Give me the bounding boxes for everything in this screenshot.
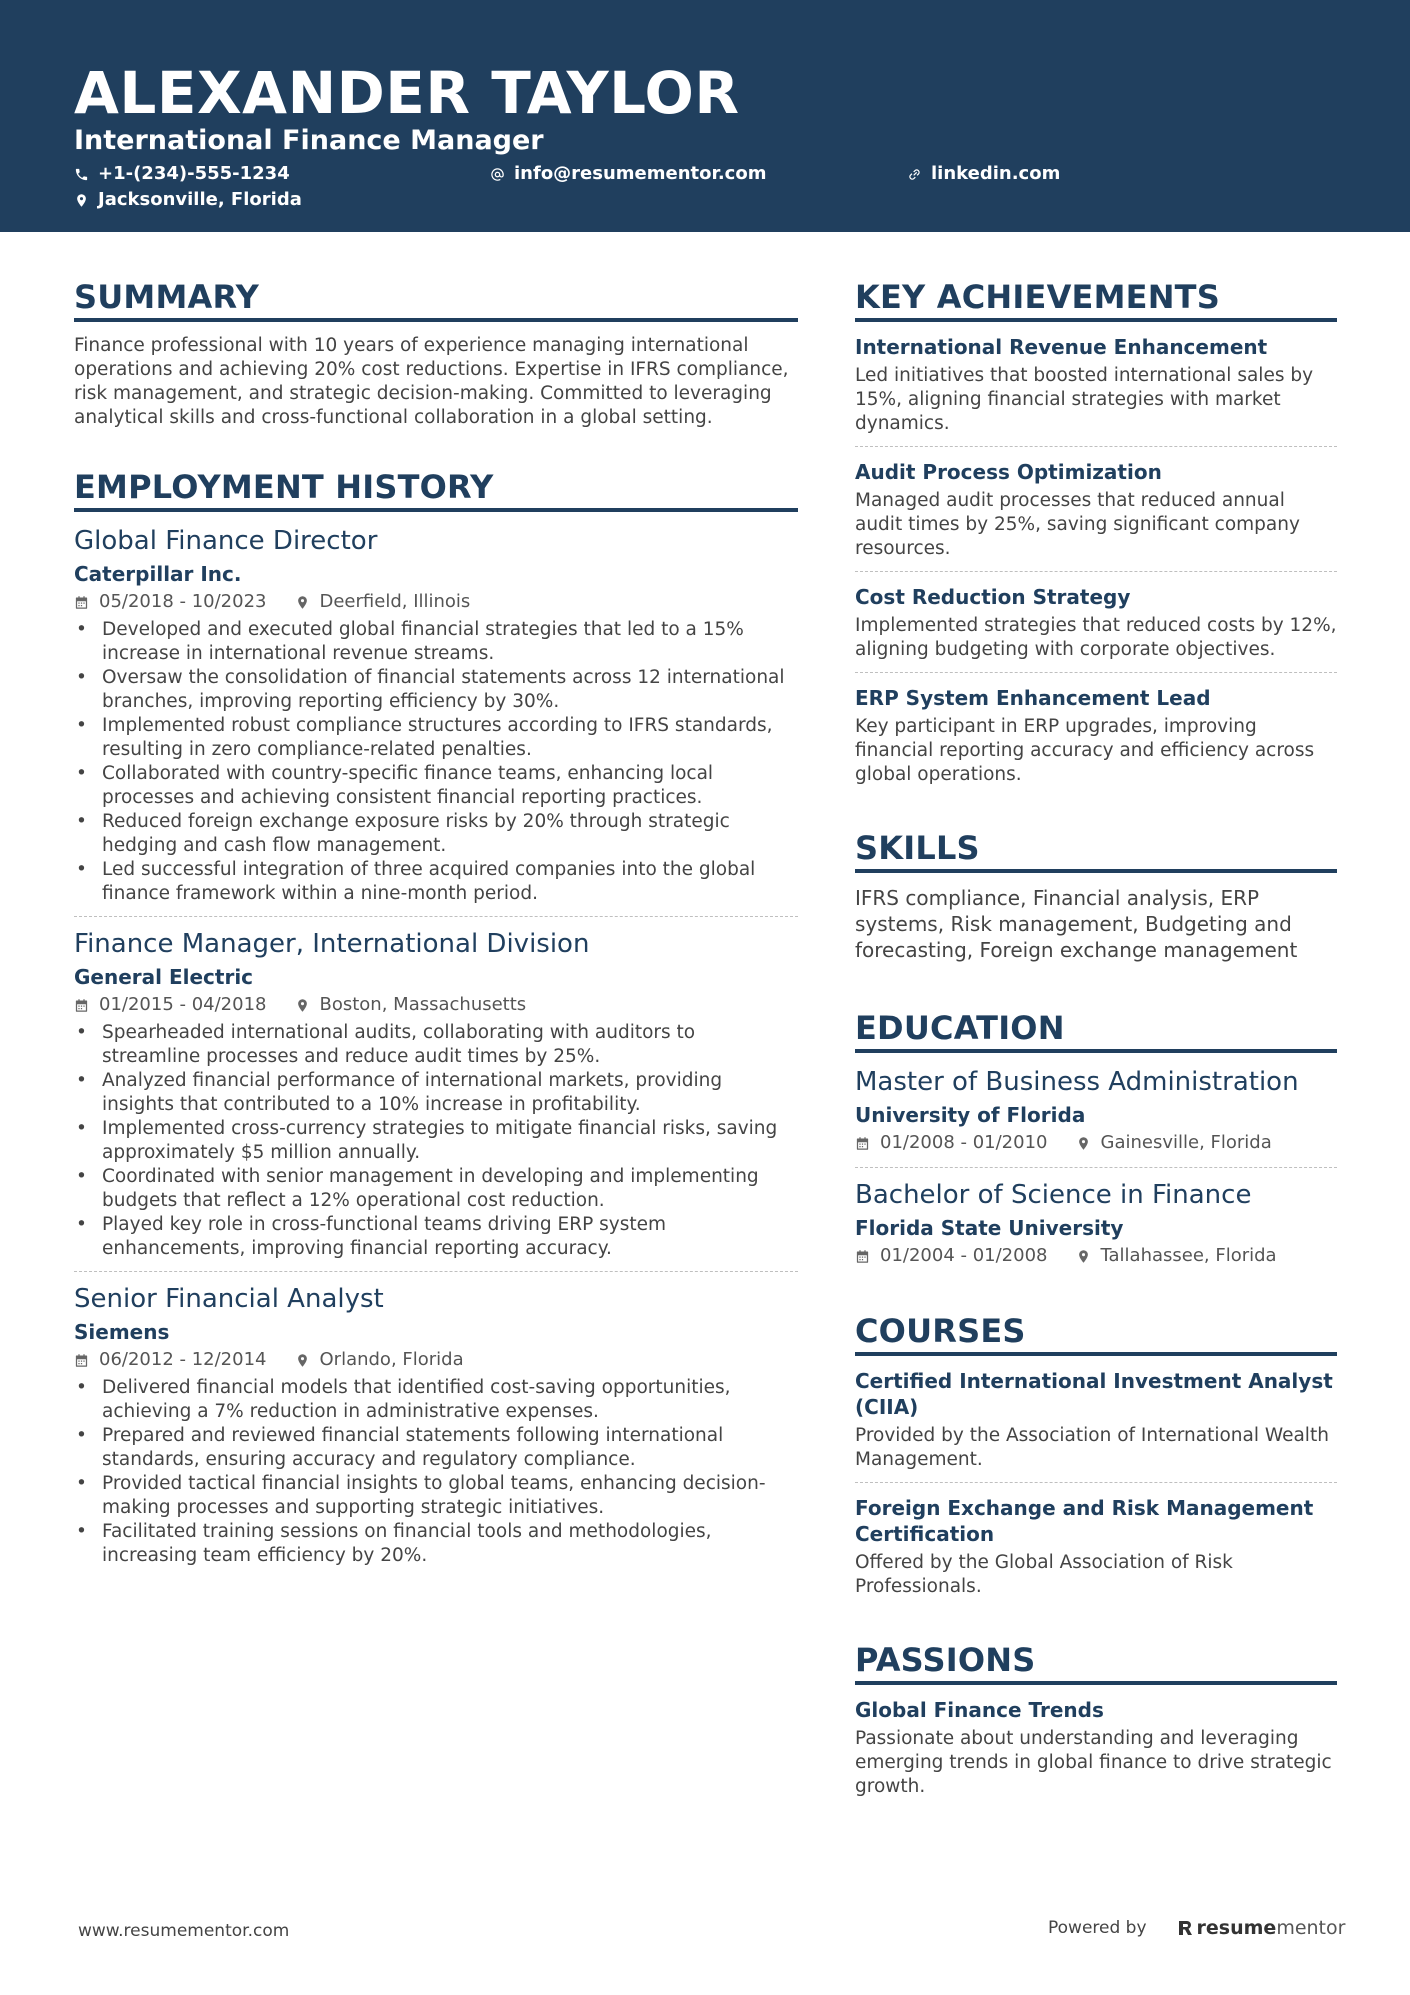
map-pin-icon <box>1076 1136 1091 1151</box>
achievement-desc: Implemented strategies that reduced costs by 12%, aligning budgeting with corporate objectives. <box>855 615 1337 660</box>
job-dates: 01/2015 - 04/2018 <box>99 994 267 1015</box>
map-pin-icon <box>295 1353 310 1368</box>
job-meta <box>74 1348 798 1372</box>
job-dates: 06/2012 - 12/2014 <box>99 1349 267 1370</box>
bullet-item: • Led successful integration of three acquired companies into the global finance framework within a nine-month period. <box>74 858 798 906</box>
summary-section <box>74 276 798 430</box>
resumementor-logo-icon <box>1177 1919 1193 1937</box>
bullet-item: • Prepared and reviewed financial statements following international standards, ensuring accuracy and regulatory compliance. <box>74 1424 798 1472</box>
job-entry <box>74 1271 798 1578</box>
bullet-item: • Facilitated training sessions on financial tools and methodologies, increasing team efficiency by 20%. <box>74 1520 798 1568</box>
linkedin-link[interactable]: linkedin.com <box>931 163 1061 184</box>
skills-heading: SKILLS <box>855 827 1337 873</box>
bullet-item: • Reduced foreign exchange exposure risks by 20% through strategic hedging and cash flow management. <box>74 810 798 858</box>
achievement-desc: Key participant in ERP upgrades, improving financial reporting accuracy and efficiency across global operations. <box>855 716 1315 785</box>
education-dates: 01/2008 - 01/2010 <box>880 1132 1048 1153</box>
bullet-item: • Spearheaded international audits, collaborating with auditors to streamline processes and reduce audit times by 25%. <box>74 1021 798 1069</box>
employment-heading: EMPLOYMENT HISTORY <box>74 466 798 512</box>
achievement-item <box>855 672 1337 797</box>
contact-phone <box>74 162 290 186</box>
right-column <box>855 276 1337 1809</box>
achievement-desc: Led initiatives that boosted international sales by 15%, aligning financial strategies with market dynamics. <box>855 365 1314 434</box>
brand-name-light: mentor <box>1276 1917 1346 1939</box>
job-title: Finance Manager, International Division <box>74 929 590 959</box>
employment-section <box>74 466 798 1578</box>
footer-branding <box>1048 1917 1345 1939</box>
map-pin-icon <box>1076 1249 1091 1264</box>
job-title: Global Finance Director <box>74 526 378 556</box>
job-location <box>295 1348 464 1372</box>
job-company: Siemens <box>74 1320 170 1344</box>
bullet-item: • Implemented cross-currency strategies to mitigate financial risks, saving approximately $5 million annually. <box>74 1117 798 1165</box>
passion-desc: Passionate about understanding and leveraging emerging trends in global finance to drive strategic growth. <box>855 1728 1332 1797</box>
job-entry <box>74 524 798 916</box>
bullet-item: • Coordinated with senior management in developing and implementing budgets that reflect a 12% operational cost reduction. <box>74 1165 798 1213</box>
course-title: Foreign Exchange and Risk Management Certification <box>855 1496 1314 1546</box>
education-location <box>1076 1131 1272 1155</box>
powered-by-text: Powered by <box>1048 1918 1147 1938</box>
candidate-name: ALEXANDER TAYLOR <box>74 59 740 127</box>
job-bullets <box>74 618 798 906</box>
passion-item <box>855 1697 1337 1809</box>
calendar-icon <box>74 1353 89 1368</box>
education-item <box>855 1167 1337 1280</box>
job-meta <box>74 590 798 614</box>
education-school: Florida State University <box>855 1216 1124 1240</box>
courses-section <box>855 1310 1337 1609</box>
resume-header <box>0 0 1410 232</box>
achievement-item <box>855 571 1337 672</box>
achievements-heading: KEY ACHIEVEMENTS <box>855 276 1337 322</box>
brand-name-bold: resume <box>1196 1917 1277 1939</box>
job-location-text: Boston, Massachusetts <box>319 994 527 1015</box>
email-link[interactable]: info@resumementor.com <box>514 163 767 184</box>
education-item <box>855 1065 1337 1167</box>
bullet-item: • Analyzed financial performance of international markets, providing insights that contributed to a 10% increase in profitability. <box>74 1069 798 1117</box>
education-location <box>1076 1244 1277 1268</box>
achievement-desc: Managed audit processes that reduced annual audit times by 25%, saving significant company resources. <box>855 490 1300 559</box>
education-degree: Master of Business Administration <box>855 1067 1299 1097</box>
left-column <box>74 276 798 1578</box>
contact-email[interactable] <box>490 162 766 186</box>
phone-icon <box>74 167 89 182</box>
job-location <box>295 993 527 1017</box>
job-company: General Electric <box>74 965 254 989</box>
job-location-text: Deerfield, Illinois <box>319 591 471 612</box>
course-title: Certified International Investment Analyst (CIIA) <box>855 1369 1333 1419</box>
course-item <box>855 1368 1337 1482</box>
link-icon <box>907 167 922 182</box>
summary-text: Finance professional with 10 years of experience managing international operations and achieving 20% cost reductions. Expertise in IFRS compliance, risk management, and strategic decision-making. Committed to leveraging analytical skills and cross-functional collaboration in a global setting. <box>74 335 789 428</box>
education-meta <box>855 1131 1337 1155</box>
achievements-section <box>855 276 1337 797</box>
map-pin-icon <box>295 998 310 1013</box>
achievement-item <box>855 334 1337 446</box>
bullet-item: • Developed and executed global financial strategies that led to a 15% increase in international revenue streams. <box>74 618 798 666</box>
education-section <box>855 1007 1337 1280</box>
map-pin-icon <box>295 595 310 610</box>
contact-linkedin[interactable] <box>907 162 1060 186</box>
education-meta <box>855 1244 1337 1268</box>
at-icon <box>490 167 505 182</box>
skills-section <box>855 827 1337 963</box>
education-school: University of Florida <box>855 1103 1086 1127</box>
course-desc: Offered by the Global Association of Risk Professionals. <box>855 1552 1233 1597</box>
job-bullets <box>74 1376 798 1568</box>
achievement-title: ERP System Enhancement Lead <box>855 686 1211 710</box>
courses-heading: COURSES <box>855 1310 1337 1356</box>
calendar-icon <box>74 998 89 1013</box>
education-location-text: Tallahassee, Florida <box>1100 1245 1277 1266</box>
achievement-item <box>855 446 1337 571</box>
job-meta <box>74 993 798 1017</box>
bullet-item: • Played key role in cross-functional teams driving ERP system enhancements, improving financial reporting accuracy. <box>74 1213 798 1261</box>
job-bullets <box>74 1021 798 1261</box>
bullet-item: • Delivered financial models that identified cost-saving opportunities, achieving a 7% reduction in administrative expenses. <box>74 1376 798 1424</box>
job-entry <box>74 916 798 1271</box>
calendar-icon <box>855 1249 870 1264</box>
passion-title: Global Finance Trends <box>855 1698 1104 1722</box>
calendar-icon <box>855 1136 870 1151</box>
education-heading: EDUCATION <box>855 1007 1337 1053</box>
contact-location <box>74 188 302 212</box>
job-company: Caterpillar Inc. <box>74 562 242 586</box>
education-location-text: Gainesville, Florida <box>1100 1132 1272 1153</box>
map-pin-icon <box>74 193 89 208</box>
course-item <box>855 1482 1337 1609</box>
job-location <box>295 590 471 614</box>
bullet-item: • Implemented robust compliance structures according to IFRS standards, resulting in zero compliance-related penalties. <box>74 714 798 762</box>
job-location-text: Orlando, Florida <box>319 1349 464 1370</box>
job-dates: 05/2018 - 10/2023 <box>99 591 267 612</box>
skills-text: IFRS compliance, Financial analysis, ERP systems, Risk management, Budgeting and forecasting, Foreign exchange management <box>855 886 1298 962</box>
location-text: Jacksonville, Florida <box>98 189 302 210</box>
education-dates: 01/2004 - 01/2008 <box>880 1245 1048 1266</box>
course-desc: Provided by the Association of International Wealth Management. <box>855 1425 1329 1470</box>
education-degree: Bachelor of Science in Finance <box>855 1180 1252 1210</box>
passions-heading: PASSIONS <box>855 1639 1337 1685</box>
bullet-item: • Collaborated with country-specific finance teams, enhancing local processes and achieving consistent financial reporting practices. <box>74 762 798 810</box>
summary-heading: SUMMARY <box>74 276 798 322</box>
footer-website[interactable]: www.resumementor.com <box>78 1921 290 1941</box>
achievement-title: International Revenue Enhancement <box>855 335 1268 359</box>
phone-text: +1-(234)-555-1234 <box>98 163 290 184</box>
calendar-icon <box>74 595 89 610</box>
candidate-title: International Finance Manager <box>74 125 544 156</box>
achievement-title: Cost Reduction Strategy <box>855 585 1131 609</box>
achievement-title: Audit Process Optimization <box>855 460 1162 484</box>
bullet-item: • Provided tactical financial insights to global teams, enhancing decision-making processes and supporting strategic initiatives. <box>74 1472 798 1520</box>
job-title: Senior Financial Analyst <box>74 1284 384 1314</box>
bullet-item: • Oversaw the consolidation of financial statements across 12 international branches, improving reporting efficiency by 30%. <box>74 666 798 714</box>
passions-section <box>855 1639 1337 1809</box>
brand-logo[interactable] <box>1177 1917 1346 1939</box>
